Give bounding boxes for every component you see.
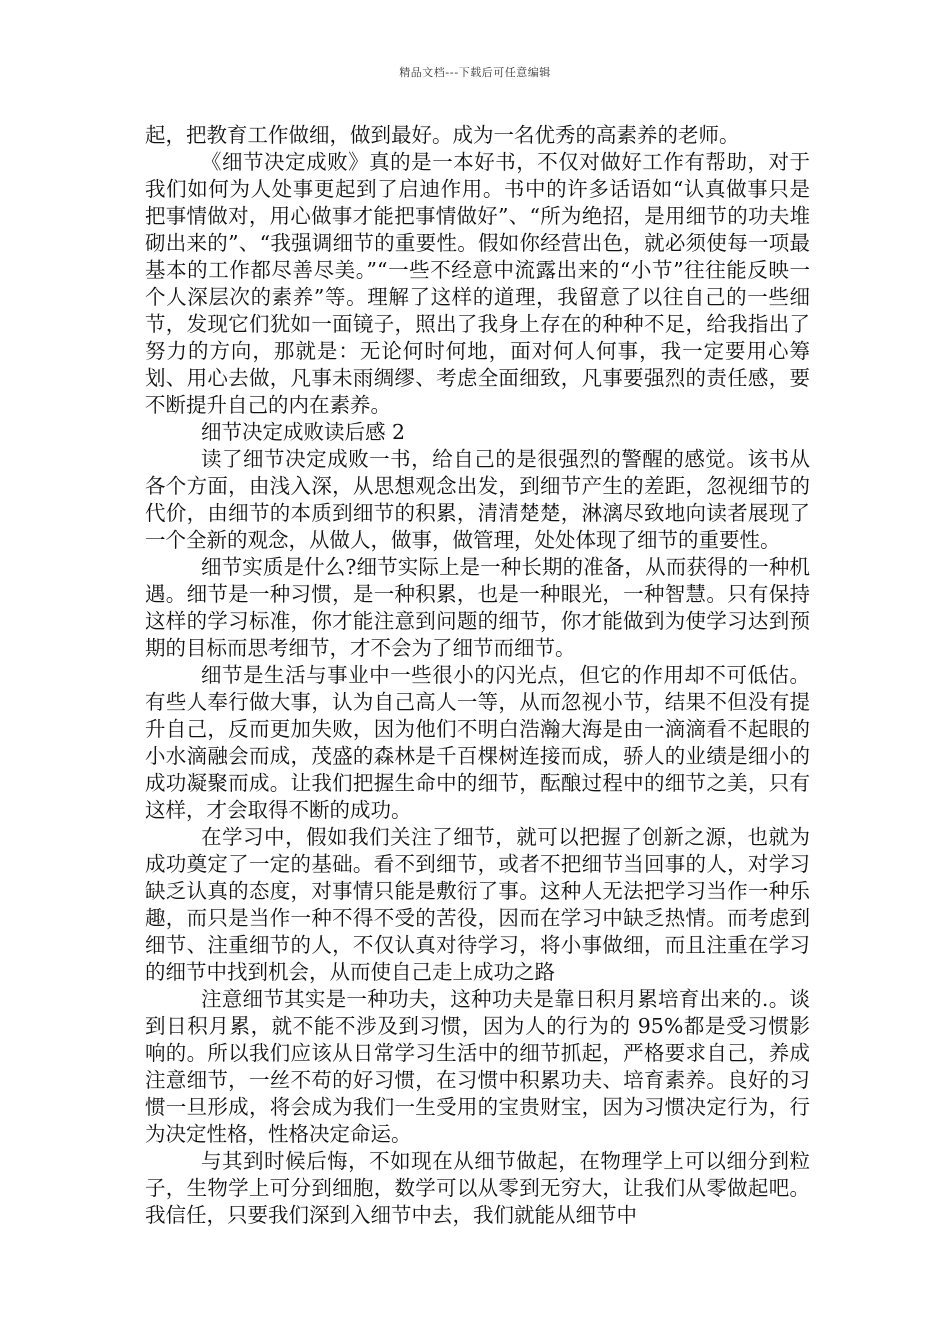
paragraph: 起，把教育工作做细，做到最好。成为一名优秀的高素养的老师。 [145, 123, 740, 147]
paragraph: 注意细节其实是一种功夫，这种功夫是靠日积月累培育出来的.。谈到日积月累，就不能不涉及到习惯，因为人的行为的 95%都是受习惯影响的。所以我们应该从日常学习生活中的细节抓起，严格要求自己，养成注意细节，一丝不苟的好习惯，在习惯中积累功夫、培育素养。良好的习惯一旦形成，将会成为我们一生受用的宝贵财宝，因为习惯决定行为，行为决定性格，性格决定命运。 [145, 987, 810, 1146]
paragraph: 在学习中，假如我们关注了细节，就可以把握了创新之源，也就为成功奠定了一定的基础。看不到细节，或者不把细节当回事的人，对学习缺乏认真的态度，对事情只能是敷衍了事。这种人无法把学习当作一种乐趣，而只是当作一种不得不受的苦役，因而在学习中缺乏热情。而考虑到细节、注重细节的人，不仅认真对待学习，将小事做细，而且注重在学习的细节中找到机会，从而使自己走上成功之路 [145, 825, 810, 984]
paragraph: 细节是生活与事业中一些很小的闪光点，但它的作用却不可低估。有些人奉行做大事，认为自己高人一等，从而忽视小节，结果不但没有提升自己，反而更加失败，因为他们不明白浩瀚大海是由一滴滴看不起眼的小水滴融会而成，茂盛的森林是千百棵树连接而成，骄人的业绩是细小的成功凝聚而成。让我们把握生命中的细节，酝酿过程中的细节之美，只有这样，才会取得不断的成功。 [145, 663, 810, 822]
section-heading: 细节决定成败读后感 2 [201, 420, 406, 444]
paragraph: 《细节决定成败》真的是一本好书，不仅对做好工作有帮助，对于我们如何为人处事更起到了启迪作用。书中的许多话语如“认真做事只是把事情做对，用心做事才能把事情做好”、“所为绝招，是用细节的功夫堆砌出来的”、“我强调细节的重要性。假如你经营出色，就必须使每一项最基本的工作都尽善尽美。”“一些不经意中流露出来的“小节”往往能反映一个人深层次的素养”等。理解了这样的道理，我留意了以往自己的一些细节，发现它们犹如一面镜子，照出了我身上存在的种种不足，给我指出了努力的方向，那就是：无论何时何地，面对何人何事，我一定要用心筹划、用心去做，凡事未雨绸缪、考虑全面细致，凡事要强烈的责任感，要不断提升自己的内在素养。 [145, 150, 810, 417]
paragraph: 细节实质是什么?细节实际上是一种长期的准备，从而获得的一种机遇。细节是一种习惯，是一种积累，也是一种眼光，一种智慧。只有保持这样的学习标准，你才能注意到问题的细节，你才能做到为使学习达到预期的目标而思考细节，才不会为了细节而细节。 [145, 555, 810, 660]
paragraph: 与其到时候后悔，不如现在从细节做起，在物理学上可以细分到粒子，生物学上可分到细胞，数学可以从零到无穷大，让我们从零做起吧。我信任，只要我们深到入细节中去，我们就能从细节中 [145, 1149, 810, 1227]
page-header: 精品文档---下载后可任意编辑 [399, 66, 551, 79]
paragraph: 读了细节决定成败一书，给自己的是很强烈的警醒的感觉。该书从各个方面，由浅入深，从思想观念出发，到细节产生的差距，忽视细节的代价，由细节的本质到细节的积累，清清楚楚，淋漓尽致地向读者展现了一个全新的观念，从做人，做事，做管理，处处体现了细节的重要性。 [145, 447, 810, 552]
document-body [145, 122, 810, 1229]
